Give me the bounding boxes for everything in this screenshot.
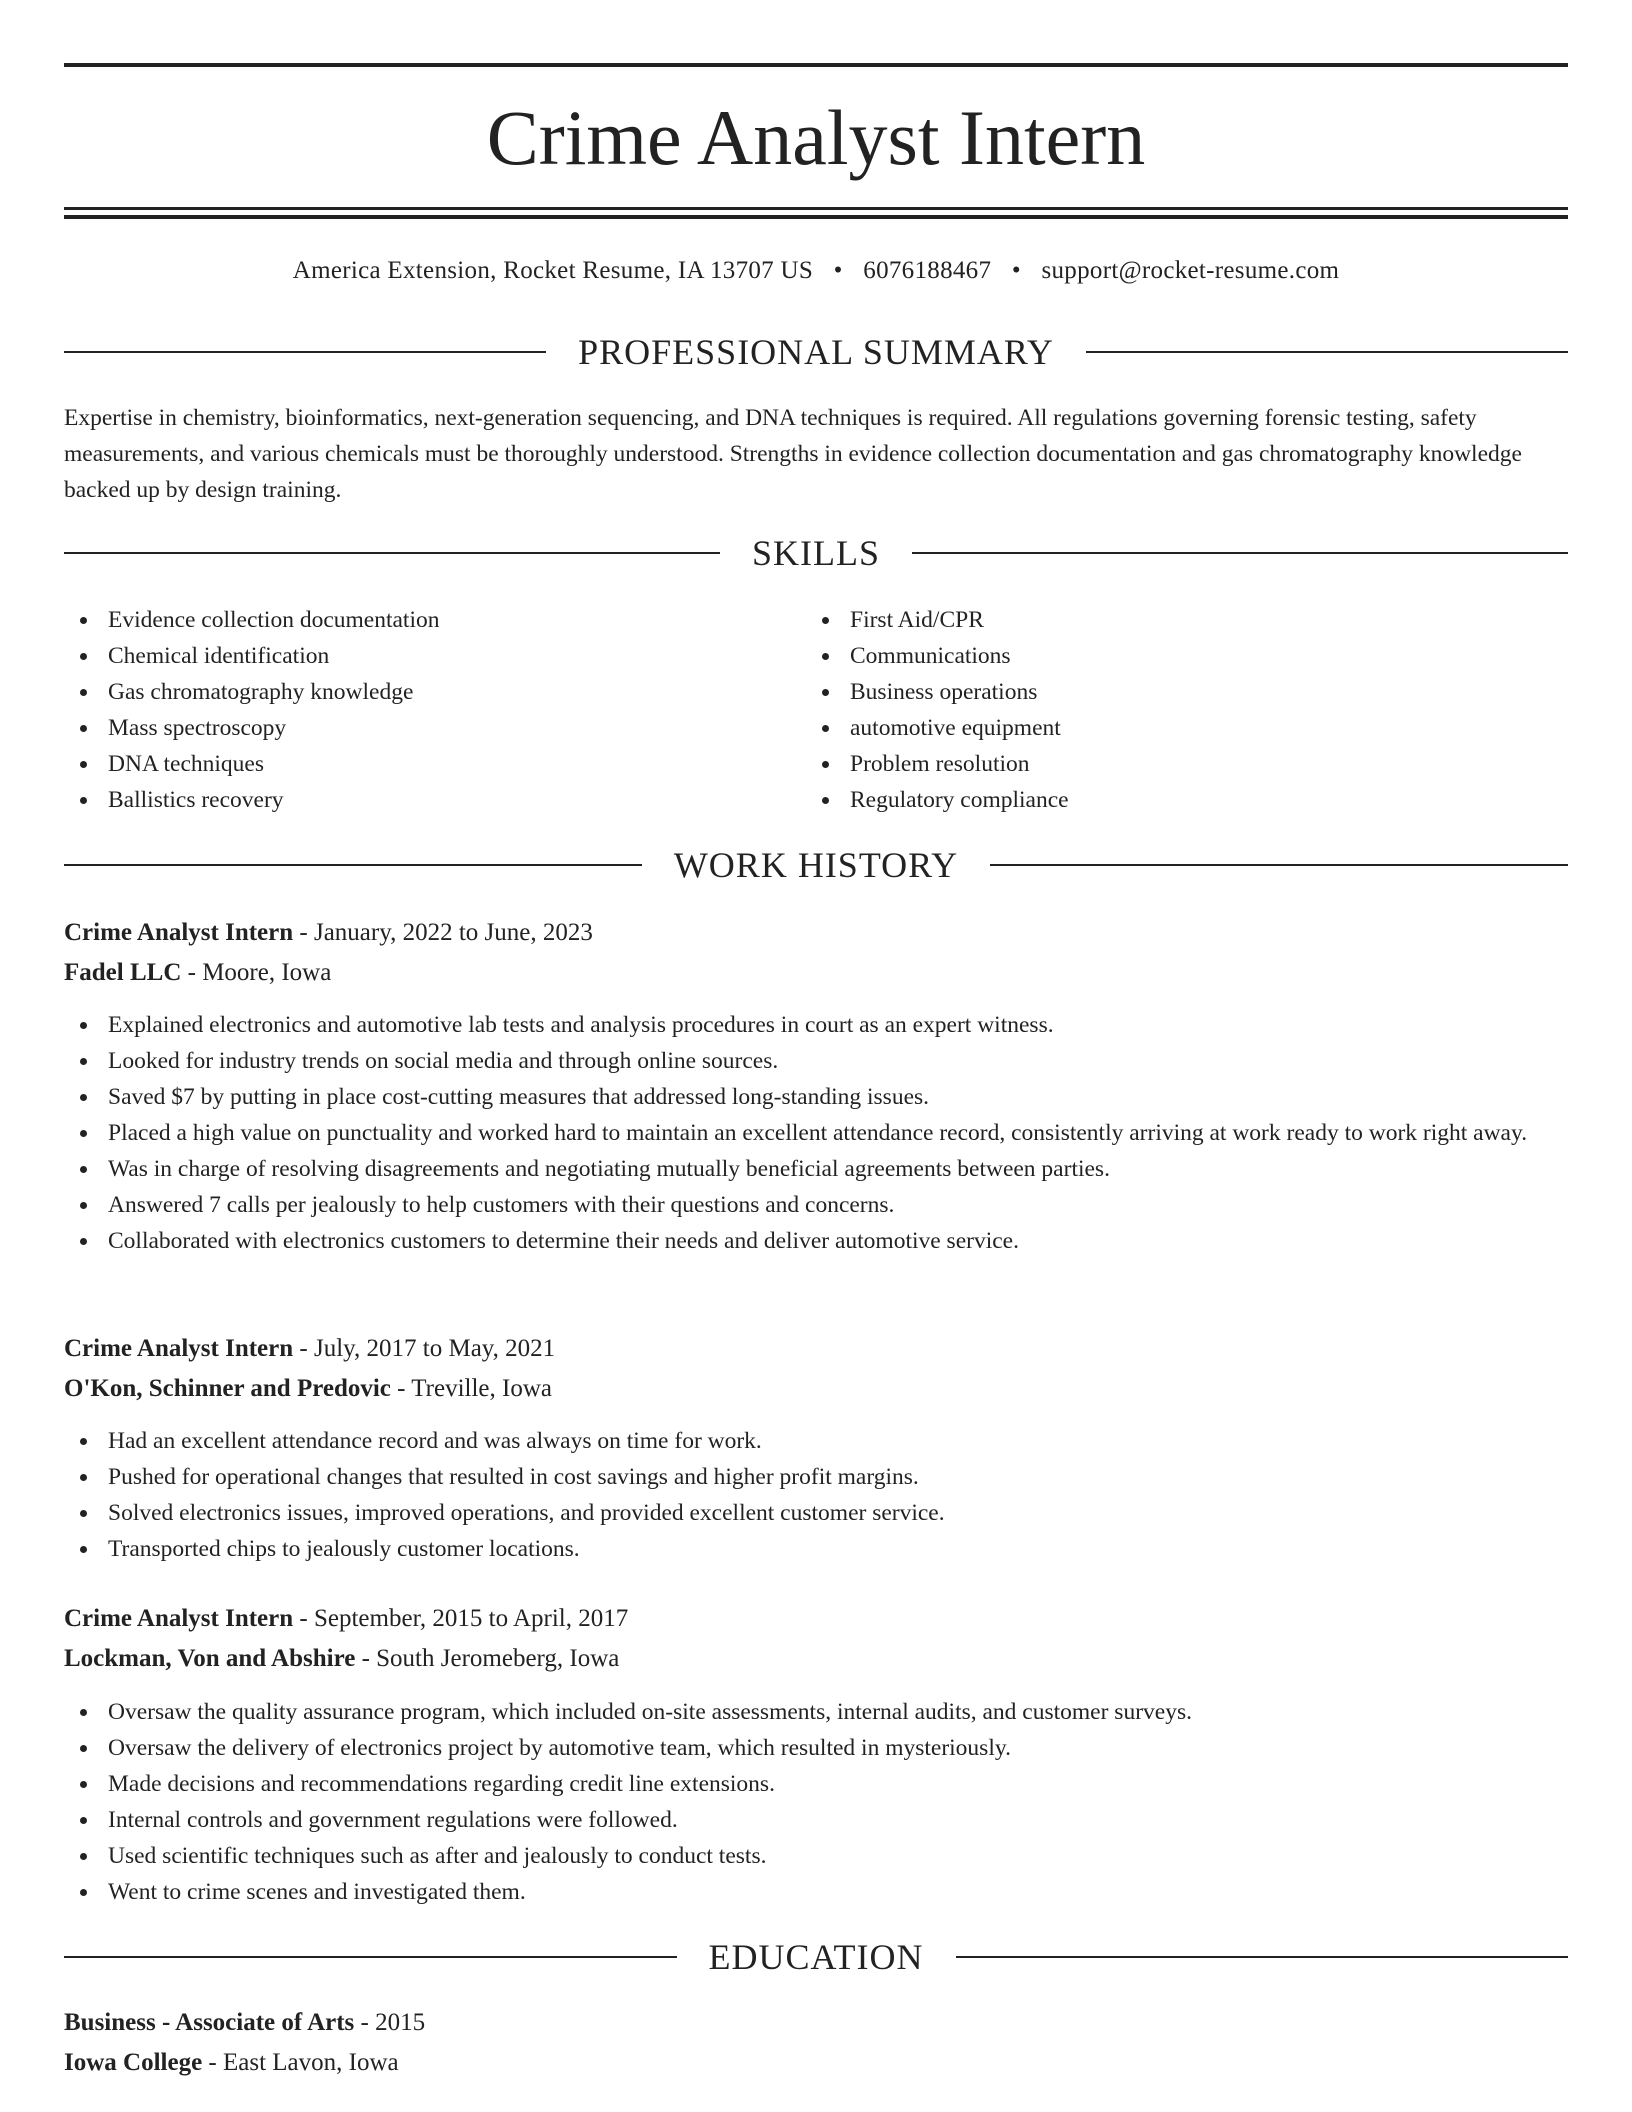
job-dates: - January, 2022 to June, 2023 bbox=[293, 919, 593, 946]
education-year: - 2015 bbox=[354, 2009, 426, 2036]
job-title-line bbox=[64, 1601, 1568, 1637]
job-company-line bbox=[64, 1371, 1568, 1407]
skills-heading bbox=[64, 531, 1568, 575]
divider bbox=[956, 1956, 1569, 1958]
job-bullet: Made decisions and recommendations regarding credit line extensions. bbox=[64, 1766, 1568, 1802]
job-bullet: Oversaw the quality assurance program, which included on-site assessments, internal audits, and customer surveys. bbox=[64, 1694, 1568, 1730]
section-title: EDUCATION bbox=[708, 1937, 924, 1977]
job-company: Fadel LLC bbox=[64, 959, 182, 986]
job-location: - South Jeromeberg, Iowa bbox=[355, 1645, 620, 1672]
skill-item: Regulatory compliance bbox=[806, 782, 1506, 818]
divider bbox=[64, 552, 720, 554]
summary-text: Expertise in chemistry, bioinformatics, next-generation sequencing, and DNA techniques is required. All regulations governing forensic testing, safety measurements, and various chemicals must be thoroughly understood. Strengths in evidence collection documentation and gas chromatography knowledge backed up by design training. bbox=[64, 405, 1522, 503]
job-bullet: Was in charge of resolving disagreements and negotiating mutually beneficial agreements between parties. bbox=[64, 1151, 1568, 1187]
job-bullet: Solved electronics issues, improved operations, and provided excellent customer service. bbox=[64, 1495, 1568, 1531]
skill-item: automotive equipment bbox=[806, 710, 1506, 746]
contact-phone: 6076188467 bbox=[863, 257, 992, 284]
job-title-line bbox=[64, 915, 1568, 951]
job-location: - Moore, Iowa bbox=[181, 959, 332, 986]
contact-email: support@rocket-resume.com bbox=[1041, 257, 1340, 284]
skill-item: Problem resolution bbox=[806, 746, 1506, 782]
skill-item: Gas chromatography knowledge bbox=[64, 674, 764, 710]
job-company-line bbox=[64, 955, 1568, 991]
skill-item: DNA techniques bbox=[64, 746, 764, 782]
education-location: - East Lavon, Iowa bbox=[202, 2049, 399, 2076]
job-title: Crime Analyst Intern bbox=[64, 1605, 294, 1632]
job-bullet: Pushed for operational changes that resulted in cost savings and higher profit margins. bbox=[64, 1459, 1568, 1495]
education-heading bbox=[64, 1935, 1568, 1979]
resume-title: Crime Analyst Intern bbox=[486, 94, 1146, 181]
skill-item: Mass spectroscopy bbox=[64, 710, 764, 746]
divider bbox=[1086, 351, 1568, 353]
divider bbox=[912, 552, 1568, 554]
job-bullet: Explained electronics and automotive lab tests and analysis procedures in court as an expert witness. bbox=[64, 1007, 1568, 1043]
divider bbox=[64, 1956, 677, 1958]
job-title: Crime Analyst Intern bbox=[64, 1335, 294, 1362]
job-bullet: Placed a high value on punctuality and worked hard to maintain an excellent attendance record, consistently arriving at work ready to work right away. bbox=[64, 1115, 1568, 1151]
job-bullet: Saved $7 by putting in place cost-cutting measures that addressed long-standing issues. bbox=[64, 1079, 1568, 1115]
job-company-line bbox=[64, 1641, 1568, 1677]
job-bullet: Internal controls and government regulations were followed. bbox=[64, 1802, 1568, 1838]
section-title: SKILLS bbox=[752, 533, 881, 573]
skills-list-left bbox=[64, 602, 764, 818]
skill-item: Evidence collection documentation bbox=[64, 602, 764, 638]
skill-item: Business operations bbox=[806, 674, 1506, 710]
section-title: WORK HISTORY bbox=[673, 845, 959, 885]
job-bullet: Went to crime scenes and investigated them. bbox=[64, 1874, 1568, 1910]
summary-heading bbox=[64, 330, 1568, 374]
job-bullet: Oversaw the delivery of electronics project by automotive team, which resulted in mysteriously. bbox=[64, 1730, 1568, 1766]
skill-item: Ballistics recovery bbox=[64, 782, 764, 818]
job-bullets bbox=[64, 1694, 1568, 1910]
job-bullet: Answered 7 calls per jealously to help customers with their questions and concerns. bbox=[64, 1187, 1568, 1223]
job-company: Lockman, Von and Abshire bbox=[64, 1645, 356, 1672]
education-school-line bbox=[64, 2045, 1568, 2081]
skill-item: Communications bbox=[806, 638, 1506, 674]
job-bullet: Looked for industry trends on social media and through online sources. bbox=[64, 1043, 1568, 1079]
job-bullets bbox=[64, 1007, 1568, 1259]
job-bullets bbox=[64, 1423, 1568, 1567]
education-school: Iowa College bbox=[64, 2049, 203, 2076]
contact-separator: • bbox=[1011, 257, 1021, 284]
skill-item: First Aid/CPR bbox=[806, 602, 1506, 638]
top-rule bbox=[64, 63, 1568, 67]
skill-item: Chemical identification bbox=[64, 638, 764, 674]
job-bullet: Had an excellent attendance record and was always on time for work. bbox=[64, 1423, 1568, 1459]
title-double-rule bbox=[64, 207, 1568, 219]
divider bbox=[64, 351, 546, 353]
job-title-line bbox=[64, 1331, 1568, 1367]
job-bullet: Used scientific techniques such as after and jealously to conduct tests. bbox=[64, 1838, 1568, 1874]
divider bbox=[990, 864, 1568, 866]
job-bullet: Collaborated with electronics customers to determine their needs and deliver automotive service. bbox=[64, 1223, 1568, 1259]
education-degree-line bbox=[64, 2005, 1568, 2041]
job-dates: - July, 2017 to May, 2021 bbox=[293, 1335, 556, 1362]
divider bbox=[64, 864, 642, 866]
job-company: O'Kon, Schinner and Predovic bbox=[64, 1375, 391, 1402]
work-history-heading bbox=[64, 843, 1568, 887]
contact-separator: • bbox=[833, 257, 843, 284]
job-title: Crime Analyst Intern bbox=[64, 919, 294, 946]
contact-address: America Extension, Rocket Resume, IA 13707 US bbox=[292, 257, 814, 284]
job-location: - Treville, Iowa bbox=[390, 1375, 553, 1402]
section-title: PROFESSIONAL SUMMARY bbox=[578, 332, 1054, 372]
skills-list-right bbox=[806, 602, 1506, 818]
education-degree: Business - Associate of Arts bbox=[64, 2009, 355, 2036]
job-dates: - September, 2015 to April, 2017 bbox=[293, 1605, 629, 1632]
contact-line bbox=[64, 254, 1568, 288]
job-bullet: Transported chips to jealously customer locations. bbox=[64, 1531, 1568, 1567]
